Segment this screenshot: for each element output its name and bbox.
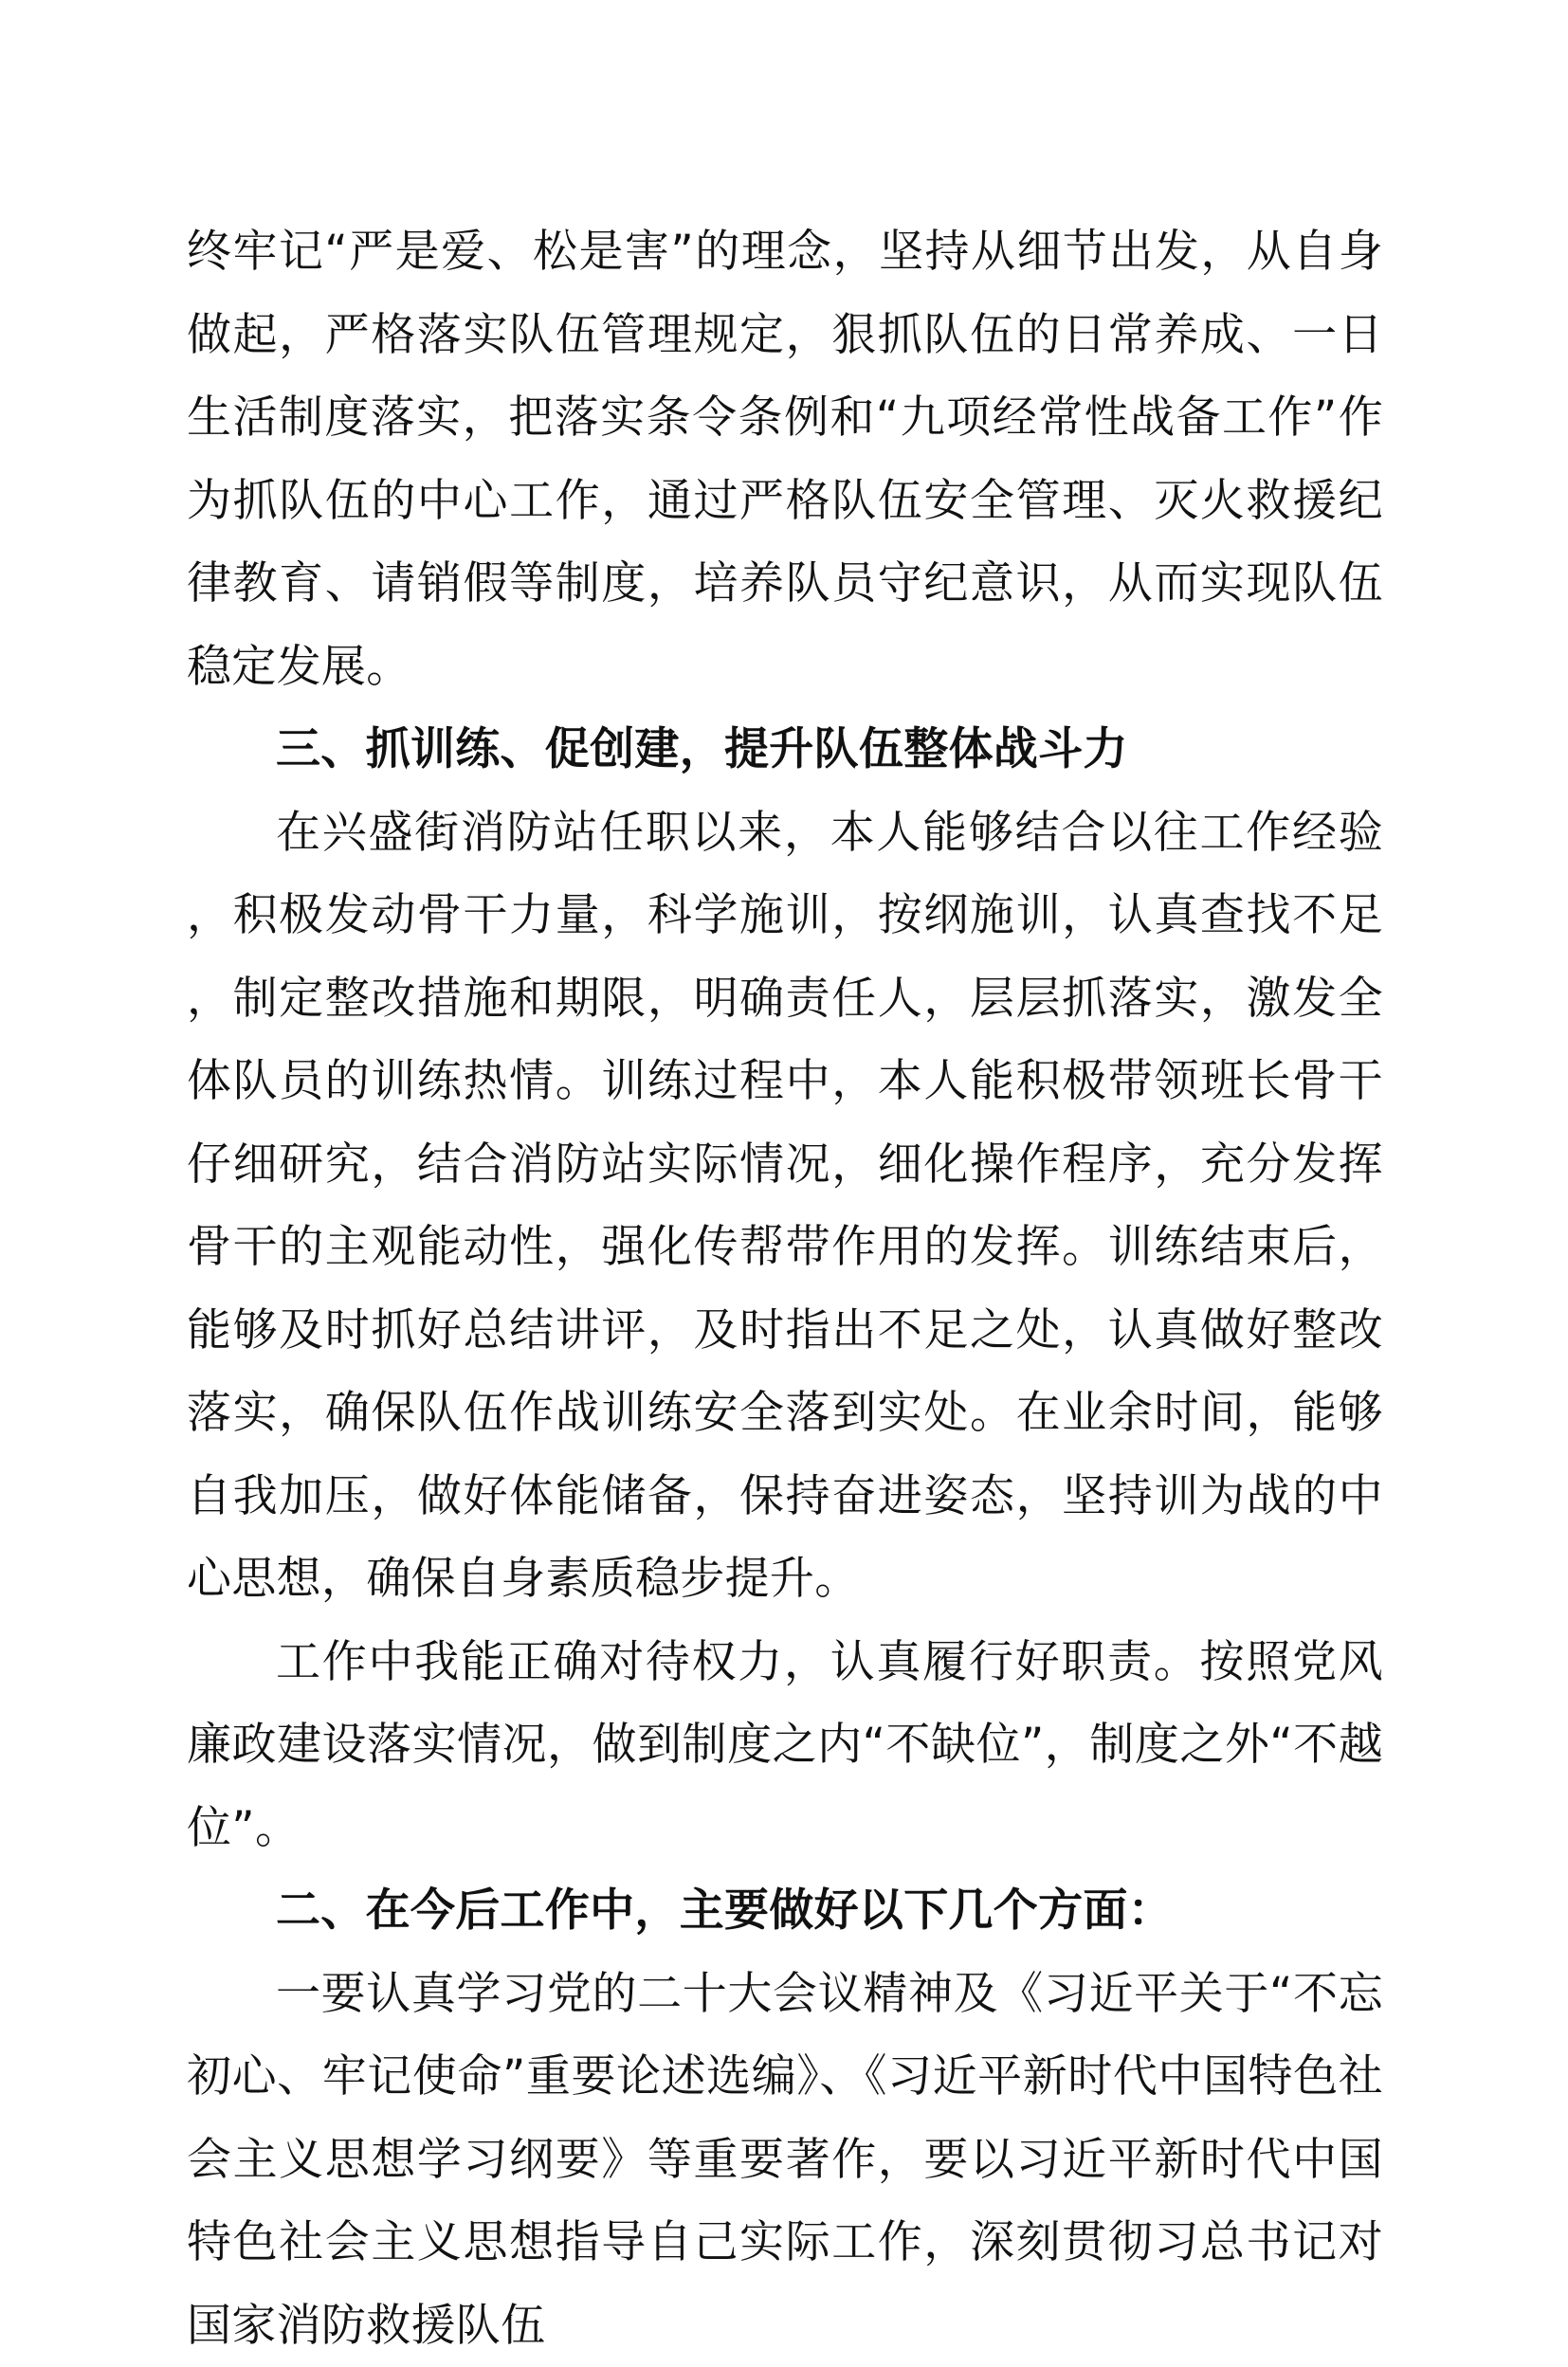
paragraph-training: 在兴盛街消防站任职以来，本人能够结合以往工作经验，积极发动骨干力量，科学施训，按纲施训，认真查找不足，制定整改措施和期限，明确责任人，层层抓落实，激发全体队员的训练热情。训练过程中，本人能积极带领班长骨干仔细研究，结合消防站实际情况，细化操作程序，充分发挥骨干的主观能动性，强化传帮带作用的发挥。训练结束后，能够及时抓好总结讲评，及时指出不足之处，认真做好整改落实，确保队伍作战训练安全落到实处。在业余时间，能够自我加压，做好体能储备，保持奋进姿态，坚持训为战的中心思想，确保自身素质稳步提升。: [187, 792, 1383, 1621]
document-body: [187, 210, 1383, 2367]
paragraph-management: 终牢记“严是爱、松是害”的理念，坚持从细节出发，从自身做起，严格落实队伍管理规定，狠抓队伍的日常养成、一日生活制度落实，把落实条令条例和“九项经常性战备工作”作为抓队伍的中心工作，通过严格队伍安全管理、灭火救援纪律教育、请销假等制度，培养队员守纪意识，从而实现队伍稳定发展。: [187, 210, 1383, 708]
heading-future-work: 二、在今后工作中，主要做好以下几个方面：: [187, 1869, 1383, 1953]
paragraph-integrity: 工作中我能正确对待权力，认真履行好职责。按照党风廉政建设落实情况，做到制度之内“不缺位”，制度之外“不越位”。: [187, 1621, 1383, 1870]
heading-training-section: 三、抓训练、促创建，提升队伍整体战斗力: [187, 708, 1383, 792]
paragraph-study: 一要认真学习党的二十大会议精神及《习近平关于“不忘初心、牢记使命”重要论述选编》、《习近平新时代中国特色社会主义思想学习纲要》等重要著作，要以习近平新时代中国特色社会主义思想指导自己实际工作，深刻贯彻习总书记对国家消防救援队伍: [187, 1953, 1383, 2367]
